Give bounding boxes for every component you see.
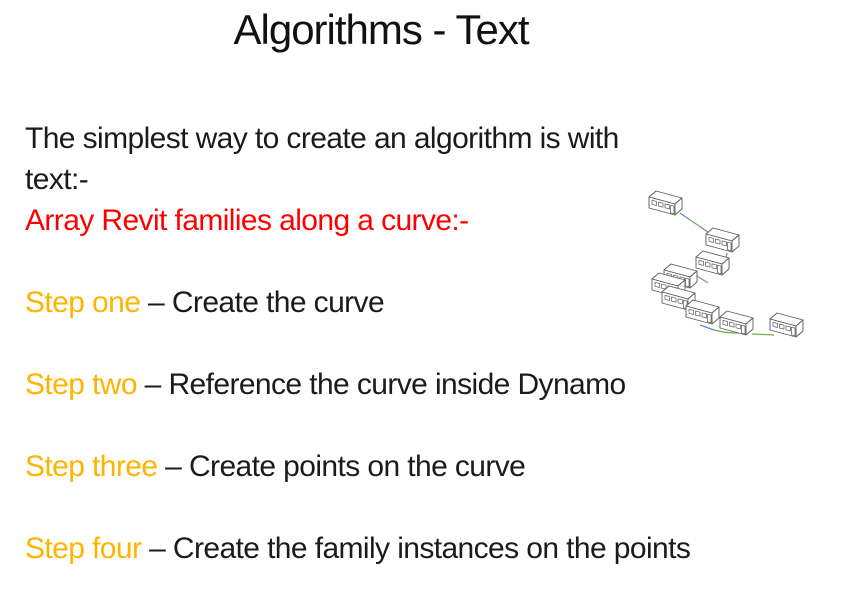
- family-box: [706, 228, 739, 252]
- step-text: – Create the curve: [140, 286, 385, 319]
- curve-segment-green: [690, 220, 700, 227]
- highlight-line: Array Revit families along a curve:-: [25, 204, 469, 237]
- intro-line-2: text:-: [25, 163, 89, 196]
- step-label: Step two: [25, 368, 137, 401]
- family-box: [696, 251, 729, 275]
- revit-array-illustration: [638, 176, 818, 356]
- family-box: [720, 311, 753, 335]
- step-text: – Reference the curve inside Dynamo: [136, 368, 626, 401]
- step-label: Step one: [25, 286, 141, 319]
- intro-line-1: The simplest way to create an algorithm is with: [25, 122, 619, 155]
- curve-segment-blue: [700, 325, 714, 330]
- step-text: – Create the family instances on the points: [141, 532, 691, 565]
- step-label: Step four: [25, 532, 142, 565]
- family-box: [649, 191, 682, 215]
- family-instances: [649, 191, 803, 337]
- curve-segment-green: [697, 276, 708, 283]
- step-line-3: [25, 446, 815, 487]
- step-line-2: [25, 364, 815, 405]
- step-text: – Create points on the curve: [157, 450, 526, 483]
- slide-title: Algorithms - Text: [233, 6, 529, 53]
- step-line-4: [25, 528, 815, 569]
- family-box: [686, 300, 719, 324]
- family-box: [770, 313, 803, 337]
- curve-segment-blue: [680, 213, 690, 220]
- curve-segment-green: [752, 334, 774, 335]
- step-label: Step three: [25, 450, 158, 483]
